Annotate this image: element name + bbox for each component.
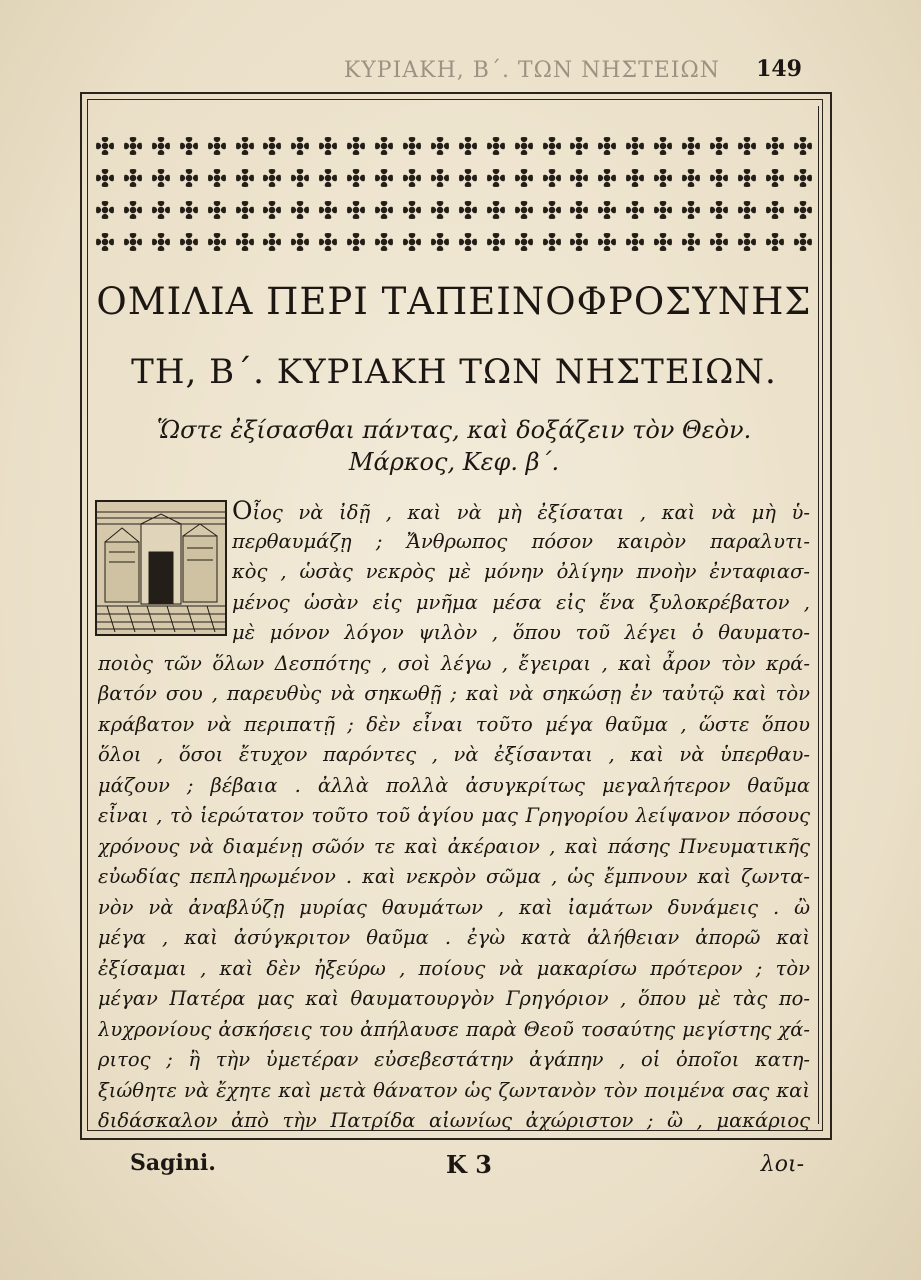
text-line-content: περθαυμάζῃ ; Ἄνθρωπος πόσον καιρὸν παραλυτι-	[232, 529, 810, 553]
text-line	[98, 496, 810, 527]
text-line-content: διδάσκαλον ἀπὸ τὴν Πατρίδα αἰωνίως ἀχώριστον ; ὢ , μακάριος	[98, 1109, 810, 1132]
fleuron-icon	[180, 137, 198, 155]
running-head: ΚΥΡΙΑΚΗ, Β΄. ΤΩΝ ΝΗΣΤΕΙΩΝ	[343, 58, 720, 83]
fleuron-icon	[459, 233, 477, 251]
fleuron-icon	[375, 233, 393, 251]
fleuron-icon	[598, 233, 616, 251]
fleuron-icon	[654, 137, 672, 155]
fleuron-icon	[710, 169, 728, 187]
gathering-signature: K 3	[446, 1150, 492, 1179]
printer-signature: Sagini.	[130, 1150, 216, 1176]
fleuron-icon	[710, 233, 728, 251]
fleuron-icon	[487, 201, 505, 219]
text-line	[98, 832, 810, 863]
fleuron-icon	[487, 233, 505, 251]
fleuron-icon	[180, 201, 198, 219]
fleuron-icon	[319, 233, 337, 251]
page-number: 149	[756, 56, 802, 82]
text-line	[98, 618, 810, 649]
fleuron-icon	[626, 169, 644, 187]
fleuron-icon	[626, 233, 644, 251]
text-line-content: ἶος νὰ ἰδῇ , καὶ νὰ μὴ ἐξίσαται , καὶ νὰ μὴ ὑ-	[252, 501, 810, 524]
fleuron-icon	[738, 201, 756, 219]
fleuron-icon	[236, 233, 254, 251]
fleuron-icon	[570, 233, 588, 251]
fleuron-icon	[375, 137, 393, 155]
fleuron-icon	[459, 201, 477, 219]
fleuron-icon	[152, 137, 170, 155]
fleuron-icon	[208, 201, 226, 219]
text-line	[98, 954, 810, 985]
fleuron-icon	[682, 201, 700, 219]
fleuron-icon	[487, 169, 505, 187]
fleuron-icon	[319, 201, 337, 219]
text-line-content: χρόνους νὰ διαμένῃ σῶόν τε καὶ ἀκέραιον , καὶ πάσης Πνευματικῆς	[98, 834, 810, 858]
fleuron-icon	[570, 137, 588, 155]
text-line-content: εἶναι , τὸ ἱερώτατον τοῦτο τοῦ ἁγίου μας Γρηγορίου λείψανον πόσους	[98, 804, 810, 827]
fleuron-icon	[515, 233, 533, 251]
fleuron-icon	[208, 233, 226, 251]
fleuron-icon	[487, 137, 505, 155]
fleuron-icon	[291, 137, 309, 155]
fleuron-icon	[431, 201, 449, 219]
text-line-content: μέγαν Πατέρα μας καὶ θαυματουργὸν Γρηγόριον , ὅπου μὲ τὰς πο-	[98, 987, 810, 1010]
text-line-content: ποιὸς τῶν ὅλων Δεσπότης , σοὶ λέγω , ἔγειραι , καὶ ἆρον τὸν κρά-	[98, 651, 810, 675]
fleuron-icon	[459, 137, 477, 155]
catchword: λοι-	[760, 1152, 804, 1177]
page-footer	[96, 1150, 820, 1190]
text-line	[98, 1015, 810, 1046]
text-line-content: κράβατον νὰ περιπατῇ ; δὲν εἶναι τοῦτο μέγα θαῦμα , ὥστε ὅπου	[98, 712, 810, 736]
fleuron-icon	[208, 169, 226, 187]
ornament-row	[96, 132, 812, 160]
homily-subtitle: ΤΗ, Β΄. ΚΥΡΙΑΚΗ ΤΩΝ ΝΗΣΤΕΙΩΝ.	[131, 352, 777, 392]
text-line-content: λυχρονίους ἀσκήσεις του ἀπήλαυσε παρὰ Θεοῦ τοσαύτης μεγίστης χά-	[98, 1017, 810, 1041]
fleuron-icon	[543, 233, 561, 251]
fleuron-icon	[794, 201, 812, 219]
ornament-row	[96, 196, 812, 224]
fleuron-icon	[654, 201, 672, 219]
fleuron-icon	[403, 233, 421, 251]
fleuron-icon	[598, 137, 616, 155]
fleuron-icon	[375, 201, 393, 219]
fleuron-icon	[766, 137, 784, 155]
fleuron-icon	[598, 169, 616, 187]
fleuron-icon	[180, 169, 198, 187]
text-line	[98, 771, 810, 802]
fleuron-icon	[710, 201, 728, 219]
fleuron-icon	[766, 201, 784, 219]
fleuron-icon	[347, 137, 365, 155]
fleuron-icon	[152, 233, 170, 251]
homily-title: ΟΜΙΛΙΑ ΠΕΡΙ ΤΑΠΕΙΝΟΦΡΟΣΥΝΗΣ	[96, 280, 812, 323]
text-line	[98, 679, 810, 710]
text-line-content: βατόν σου , παρευθὺς νὰ σηκωθῇ ; καὶ νὰ σηκώσῃ ἐν ταὐτῷ καὶ τὸν	[98, 682, 810, 705]
fleuron-icon	[794, 169, 812, 187]
text-line	[98, 588, 810, 619]
fleuron-icon	[263, 201, 281, 219]
text-line-content: εὐωδίας πεπληρωμένον . καὶ νεκρὸν σῶμα , ὡς ἔμπνουν καὶ ζωντα-	[98, 865, 810, 888]
fleuron-icon	[236, 137, 254, 155]
fleuron-icon	[431, 169, 449, 187]
fleuron-icon	[515, 201, 533, 219]
fleuron-icon	[236, 169, 254, 187]
text-line	[98, 1045, 810, 1076]
fleuron-icon	[570, 201, 588, 219]
fleuron-icon	[124, 169, 142, 187]
text-line	[98, 893, 810, 924]
text-line	[98, 923, 810, 954]
fleuron-icon	[570, 169, 588, 187]
fleuron-icon	[124, 201, 142, 219]
fleuron-icon	[738, 233, 756, 251]
fleuron-icon	[543, 137, 561, 155]
fleuron-icon	[738, 169, 756, 187]
text-line	[98, 801, 810, 832]
fleuron-icon	[431, 233, 449, 251]
fleuron-icon	[626, 201, 644, 219]
fleuron-icon	[515, 169, 533, 187]
fleuron-icon	[626, 137, 644, 155]
fleuron-icon	[291, 201, 309, 219]
fleuron-icon	[96, 137, 114, 155]
fleuron-icon	[543, 169, 561, 187]
epigraph-quote: Ὥστε ἐξίσασθαι πάντας, καὶ δοξάζειν τὸν Θεὸν.	[156, 416, 752, 444]
ornament-row	[96, 164, 812, 192]
text-line-content: νὸν νὰ ἀναβλύζῃ μυρίας θαυμάτων , καὶ ἰαμάτων δυνάμεις . ὢ	[98, 895, 810, 919]
fleuron-icon	[598, 201, 616, 219]
fleuron-icon	[543, 201, 561, 219]
fleuron-icon	[403, 169, 421, 187]
text-line	[98, 1106, 810, 1137]
fleuron-icon	[152, 201, 170, 219]
text-line-content: κὸς , ὡσὰς νεκρὸς μὲ μόνην ὀλίγην πνοὴν ἐνταφιασ-	[232, 560, 810, 583]
fleuron-icon	[152, 169, 170, 187]
fleuron-icon	[766, 233, 784, 251]
fleuron-icon	[347, 233, 365, 251]
fleuron-icon	[291, 169, 309, 187]
ornament-row	[96, 228, 812, 256]
fleuron-icon	[291, 233, 309, 251]
fleuron-icon	[96, 201, 114, 219]
initial-letter: Ο	[232, 496, 253, 525]
fleuron-icon	[347, 169, 365, 187]
fleuron-icon	[375, 169, 393, 187]
fleuron-icon	[124, 137, 142, 155]
fleuron-icon	[96, 169, 114, 187]
fleuron-icon	[682, 169, 700, 187]
text-line	[98, 984, 810, 1015]
fleuron-icon	[682, 137, 700, 155]
fleuron-icon	[403, 201, 421, 219]
fleuron-icon	[682, 233, 700, 251]
fleuron-icon	[180, 233, 198, 251]
fleuron-icon	[654, 233, 672, 251]
text-line	[98, 1076, 810, 1107]
fleuron-icon	[208, 137, 226, 155]
homily-body	[98, 496, 810, 1137]
fleuron-icon	[263, 137, 281, 155]
text-line-content: μένος ὡσὰν εἰς μνῆμα μέσα εἰς ἕνα ξυλοκρέβατον ,	[232, 590, 810, 614]
fleuron-icon	[236, 201, 254, 219]
text-line	[98, 557, 810, 588]
fleuron-icon	[710, 137, 728, 155]
fleuron-icon	[263, 169, 281, 187]
fleuron-icon	[766, 169, 784, 187]
fleuron-icon	[319, 169, 337, 187]
fleuron-icon	[738, 137, 756, 155]
text-line	[98, 740, 810, 771]
frame-rule	[818, 106, 819, 1124]
text-line-content: ξιώθητε νὰ ἔχητε καὶ μετὰ θάνατον ὡς ζωντανὸν τὸν ποιμένα σας καὶ	[98, 1078, 810, 1102]
fleuron-icon	[459, 169, 477, 187]
text-line-content: μὲ μόνον λόγον ψιλὸν , ὅπου τοῦ λέγει ὁ θαυματο-	[232, 621, 810, 644]
fleuron-icon	[794, 233, 812, 251]
text-line-content: ριτος ; ἢ τὴν ὑμετέραν εὐσεβεστάτην ἀγάπην , οἱ ὁποῖοι κατη-	[98, 1048, 810, 1071]
fleuron-icon	[319, 137, 337, 155]
fleuron-icon	[124, 233, 142, 251]
text-line	[98, 862, 810, 893]
text-line-content: μέγα , καὶ ἀσύγκριτον θαῦμα . ἐγὼ κατὰ ἀλήθειαν ἀπορῶ καὶ	[98, 926, 810, 949]
fleuron-icon	[431, 137, 449, 155]
ornamental-headpiece	[96, 132, 812, 260]
text-line-content: ὅλοι , ὅσοι ἔτυχον παρόντες , νὰ ἐξίσανται , καὶ νὰ ὑπερθαυ-	[98, 743, 810, 766]
text-line-content: ἐξίσαμαι , καὶ δὲν ἠξεύρω , ποίους νὰ μακαρίσω πρότερον ; τὸν	[98, 956, 810, 980]
text-line	[98, 710, 810, 741]
text-line-content: μάζουν ; βέβαια . ἀλλὰ πολλὰ ἀσυγκρίτως μεγαλήτερον θαῦμα	[98, 773, 810, 797]
fleuron-icon	[794, 137, 812, 155]
fleuron-icon	[347, 201, 365, 219]
fleuron-icon	[403, 137, 421, 155]
text-line	[98, 649, 810, 680]
epigraph-source: Μάρκος, Κεφ. β΄.	[348, 448, 560, 476]
fleuron-icon	[96, 233, 114, 251]
page-header	[80, 50, 820, 90]
fleuron-icon	[515, 137, 533, 155]
fleuron-icon	[654, 169, 672, 187]
fleuron-icon	[263, 233, 281, 251]
text-line	[98, 527, 810, 558]
